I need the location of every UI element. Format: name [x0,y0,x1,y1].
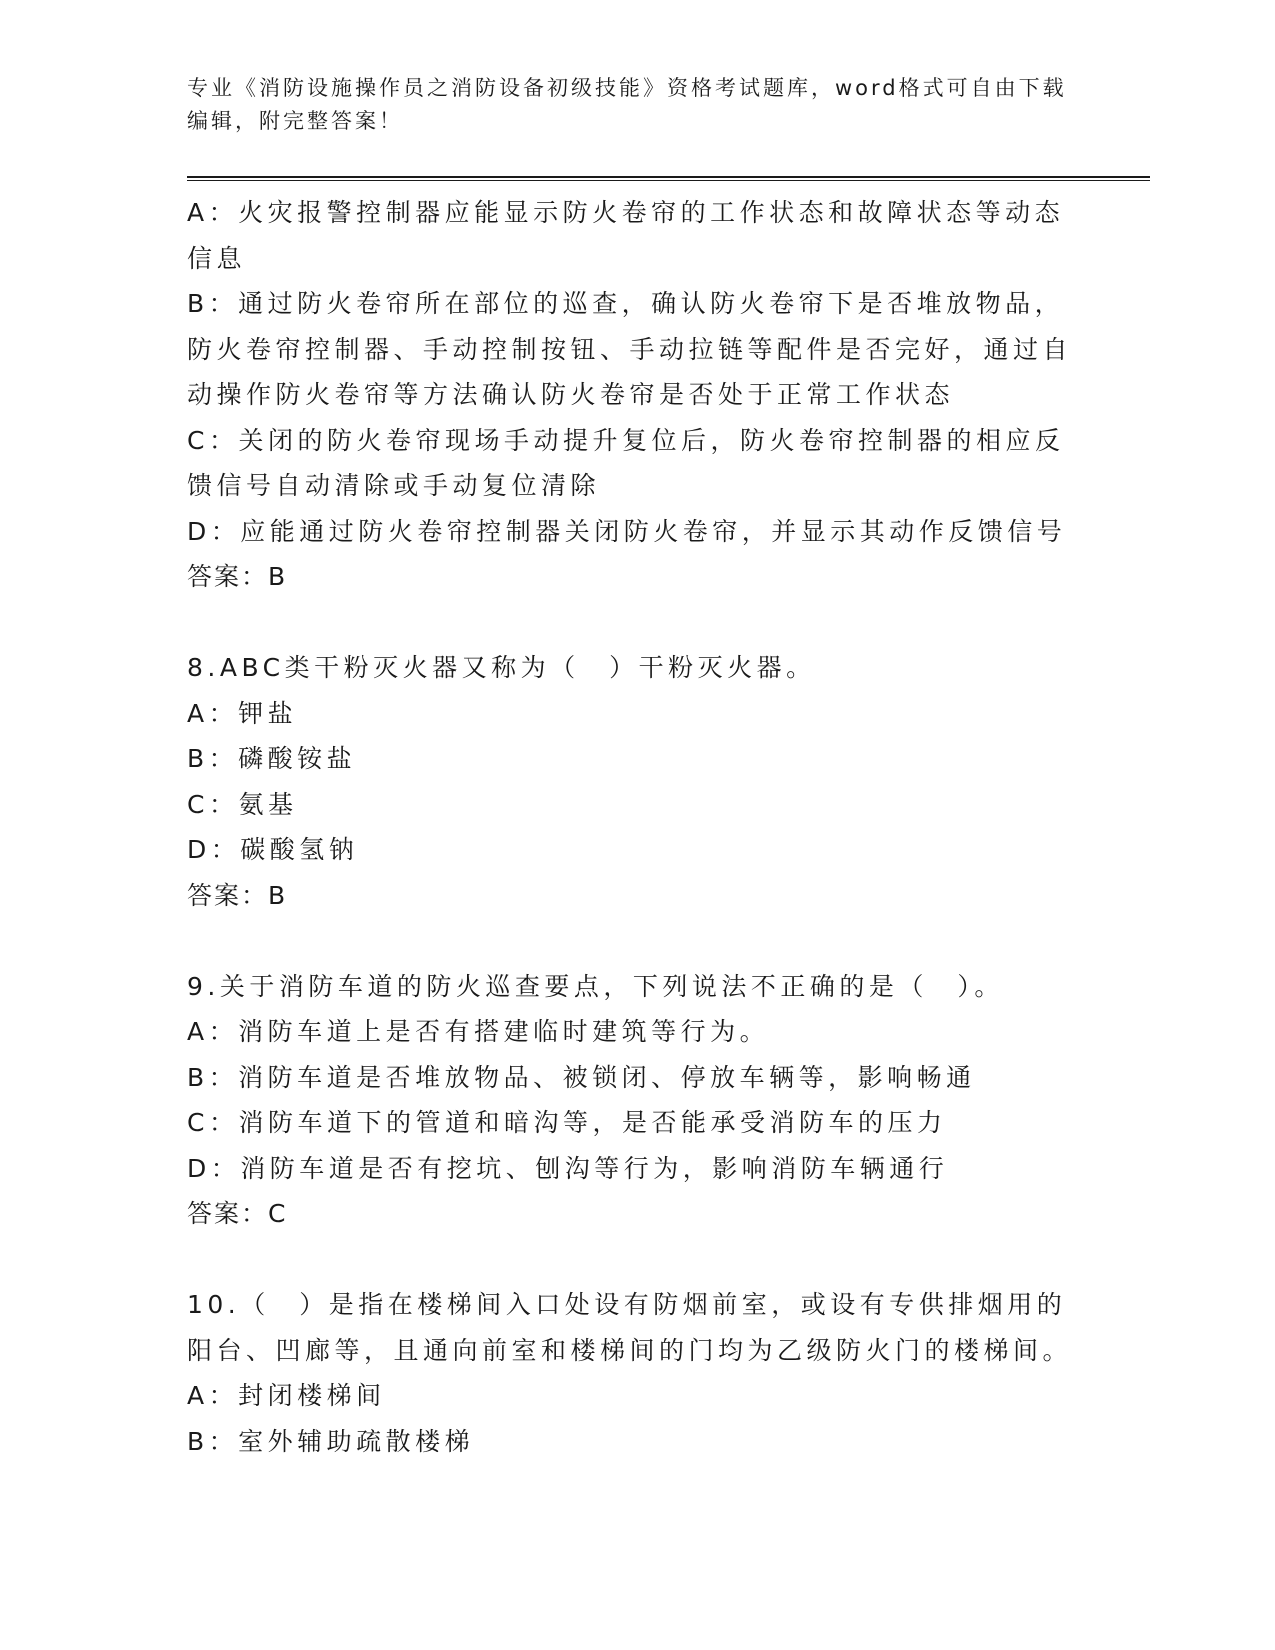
q8-text: 8.ABC类干粉灭火器又称为（ ）干粉灭火器。 [187,653,816,682]
question-content [187,190,1087,1464]
q7-option-a: A：火灾报警控制器应能显示防火卷帘的工作状态和故障状态等动态信息 [187,198,1065,273]
q7-answer: 答案：B [187,562,288,591]
q10-option-b: B：室外辅助疏散楼梯 [187,1426,475,1456]
q7-option-c: C：关闭的防火卷帘现场手动提升复位后，防火卷帘控制器的相应反馈信号自动清除或手动复位清除 [187,425,1065,500]
q8-option-d: D：碳酸氢钠 [187,835,359,864]
q8-answer: 答案：B [187,880,288,910]
spacer [187,600,1087,646]
spacer [187,918,1087,964]
q8-option-a: A：钾盐 [187,698,298,728]
q9-option-a: A：消防车道上是否有搭建临时建筑等行为。 [187,1017,770,1046]
question-9 [187,964,1087,1237]
q10-option-a: A：封闭楼梯间 [187,1381,386,1410]
q9-answer: 答案：C [187,1199,288,1228]
question-7-continued [187,190,1087,600]
q7-option-d: D：应能通过防火卷帘控制器关闭防火卷帘，并显示其动作反馈信号 [187,516,1067,546]
q7-option-b: B：通过防火卷帘所在部位的巡查，确认防火卷帘下是否堆放物品，防火卷帘控制器、手动控制按钮、手动拉链等配件是否完好，通过自动操作防火卷帘等方法确认防火卷帘是否处于正常工作状态 [187,289,1073,409]
q10-text: 10.（ ）是指在楼梯间入口处设有防烟前室，或设有专供排烟用的阳台、凹廊等，且通向前室和楼梯间的门均为乙级防火门的楼梯间。 [187,1290,1073,1365]
q9-text: 9.关于消防车道的防火巡查要点，下列说法不正确的是（ ）。 [187,971,1004,1001]
q8-option-c: C：氨基 [187,789,298,819]
spacer [187,1237,1087,1283]
q9-option-d: D：消防车道是否有挖坑、刨沟等行为，影响消防车辆通行 [187,1153,949,1183]
question-8 [187,645,1087,918]
q8-option-b: B：磷酸铵盐 [187,744,357,773]
q9-option-b: B：消防车道是否堆放物品、被锁闭、停放车辆等，影响畅通 [187,1062,976,1092]
document-header: 专业《消防设施操作员之消防设备初级技能》资格考试题库，word格式可自由下载编辑，附完整答案！ [187,76,1067,133]
question-10 [187,1282,1087,1464]
header-divider [187,176,1150,181]
q9-option-c: C：消防车道下的管道和暗沟等，是否能承受消防车的压力 [187,1108,947,1137]
